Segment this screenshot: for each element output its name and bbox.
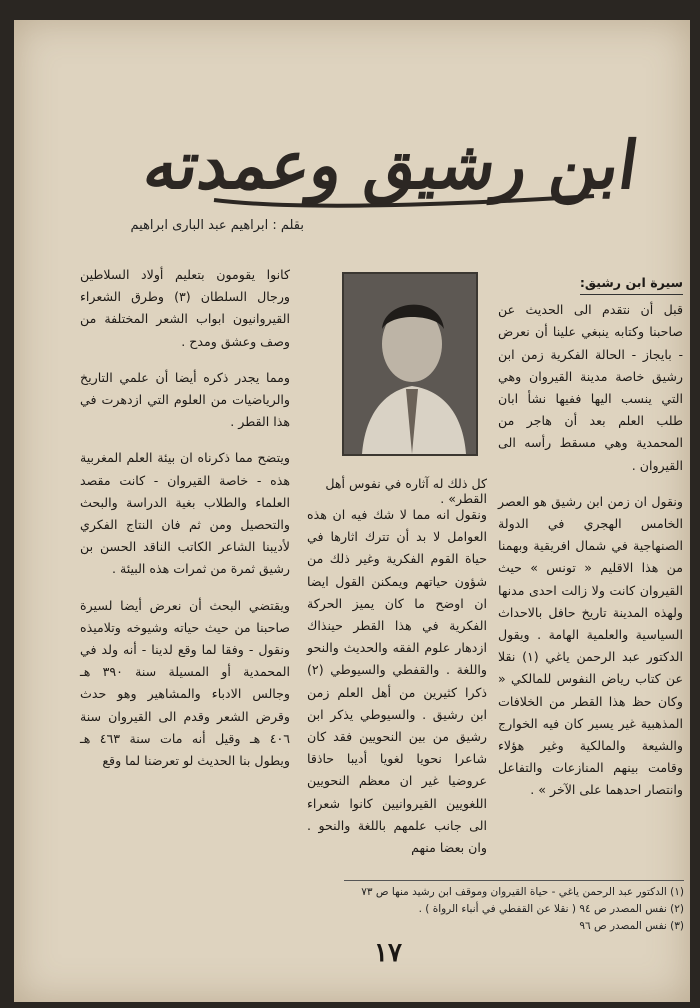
author-photo (342, 272, 478, 456)
paragraph: قبل أن نتقدم الى الحديث عن صاحبنا وكتابه ينبغي علينا أن نعرض - بايجاز - الحالة الفكرية زمن ابن رشيق خاصة مدينة القيروان وهي التي ينسب اليها ففيها نشأ ابان طلب العلم بعد أن هاجر من المحمدية وهي مسقط رأسه الى القيروان . (498, 302, 683, 473)
middle-column (307, 504, 487, 873)
paragraph: ومما يجدر ذكره أيضا أن علمي التاريخ والرياضيات من العلوم التي ازدهرت في هذا القطر . (80, 369, 290, 430)
magazine-page (14, 20, 690, 1002)
footnote: (٣) نفس المصدر ص ٩٦ (579, 920, 684, 932)
page-number: ١٧ (374, 938, 402, 968)
left-column (80, 264, 290, 786)
footnotes (344, 880, 684, 935)
photo-caption: كل ذلك له آثاره في نفوس أهل القطر» . (325, 476, 487, 506)
right-column (498, 272, 683, 816)
paragraph: ويتضح مما ذكرناه ان بيئة العلم المغربية هذه - خاصة القيروان - كانت مقصد العلماء والطلاب بغية الدراسة والبحث والتحصيل ومن ثم فان النتاج الفكري لأديبنا الشاعر الكاتب الناقد الحسن بن رشيق ثمرة من ثمرات هذه البيئة . (80, 450, 290, 577)
footnote: (١) الدكتور عبد الرحمن ياغي - حياة القيروان وموقف ابن رشيد منها ص ٧٣ (361, 886, 684, 898)
svg-text:ابن رشيق وعمدته: ابن رشيق وعمدته (139, 126, 644, 204)
paragraph: ويقتضي البحث أن نعرض أيضا لسيرة صاحبنا من حيث حياته وشيوخه وتلاميذه ونقول - وفقا لما وقع لدينا - أنه ولد في المحمدية أو المسيلة سنة ٣٩٠ هـ وجالس الادباء والمشاهير وهو حدث وقرض الشعر وقدم الى القيروان سنة ٤٠٦ هـ وقيل أنه مات سنة ٤٦٣ هـ ويطول بنا الحديث لو تعرضنا لما وقع (80, 597, 290, 769)
footnote: (٢) نفس المصدر ص ٩٤ ( نقلا عن القفطي في أنباء الرواة ) . (418, 903, 684, 915)
section-heading: سيرة ابن رشيق: (580, 272, 683, 295)
portrait-icon (344, 274, 476, 454)
paragraph: ونقول ان زمن ابن رشيق هو العصر الخامس الهجري في الدولة الصنهاجية في شمال افريقية وبهمنا من هذا الاقليم « تونس » حيث القيروان كانت ولا زالت احدى مدنها ولهذه المدينة تاريخ حافل بالاحداث السياسية والعلمية الهامة . ويقول الدكتور عبد الرحمن ياغي (١) نقلا عن كتاب رياض النفوس للمالكي « وكان حظ هذا القطر من الخلافات المذهبية غير يسير كان فيه الخوارج والشيعة والمالكية وغير هؤلاء وقامت بينهم المنازعات والتفاعل وانتصار احدهما على الآخر » . (498, 493, 683, 798)
paragraph: ونقول انه مما لا شك فيه ان هذه العوامل لا بد أن تترك اثارها في حياة القوم الفكرية وغير ذلك من شؤون حياتهم ويمكنن القول ايضا ان اوضح ما كان يميز الحركة الفكرية في هذا القطر حينذاك ازدهار علوم الفقه والحديث والنحو واللغة . والقفطي والسيوطي (٢) ذكرا كثيرين من أهل العلم زمن ابن رشيق . والسيوطي يذكر ابن رشيق من بين النحويين فقد كان شاعرا نحويا لغويا أديبا حاذقا عروضيا غير ان معظم النحويين اللغويين القيروانيين كانوا شعراء الى جانب علمهم باللغة والنحو . وان بعضا منهم (307, 507, 487, 856)
article-title (139, 110, 644, 220)
paragraph: كانوا يقومون بتعليم أولاد السلاطين ورجال السلطان (٣) وطرق الشعراء القيروانيون ابواب الشعر المختلفة من وصف وعشق ومدح . (80, 267, 291, 349)
byline: بقلم : ابراهيم عبد البارى ابراهيم (130, 218, 304, 233)
